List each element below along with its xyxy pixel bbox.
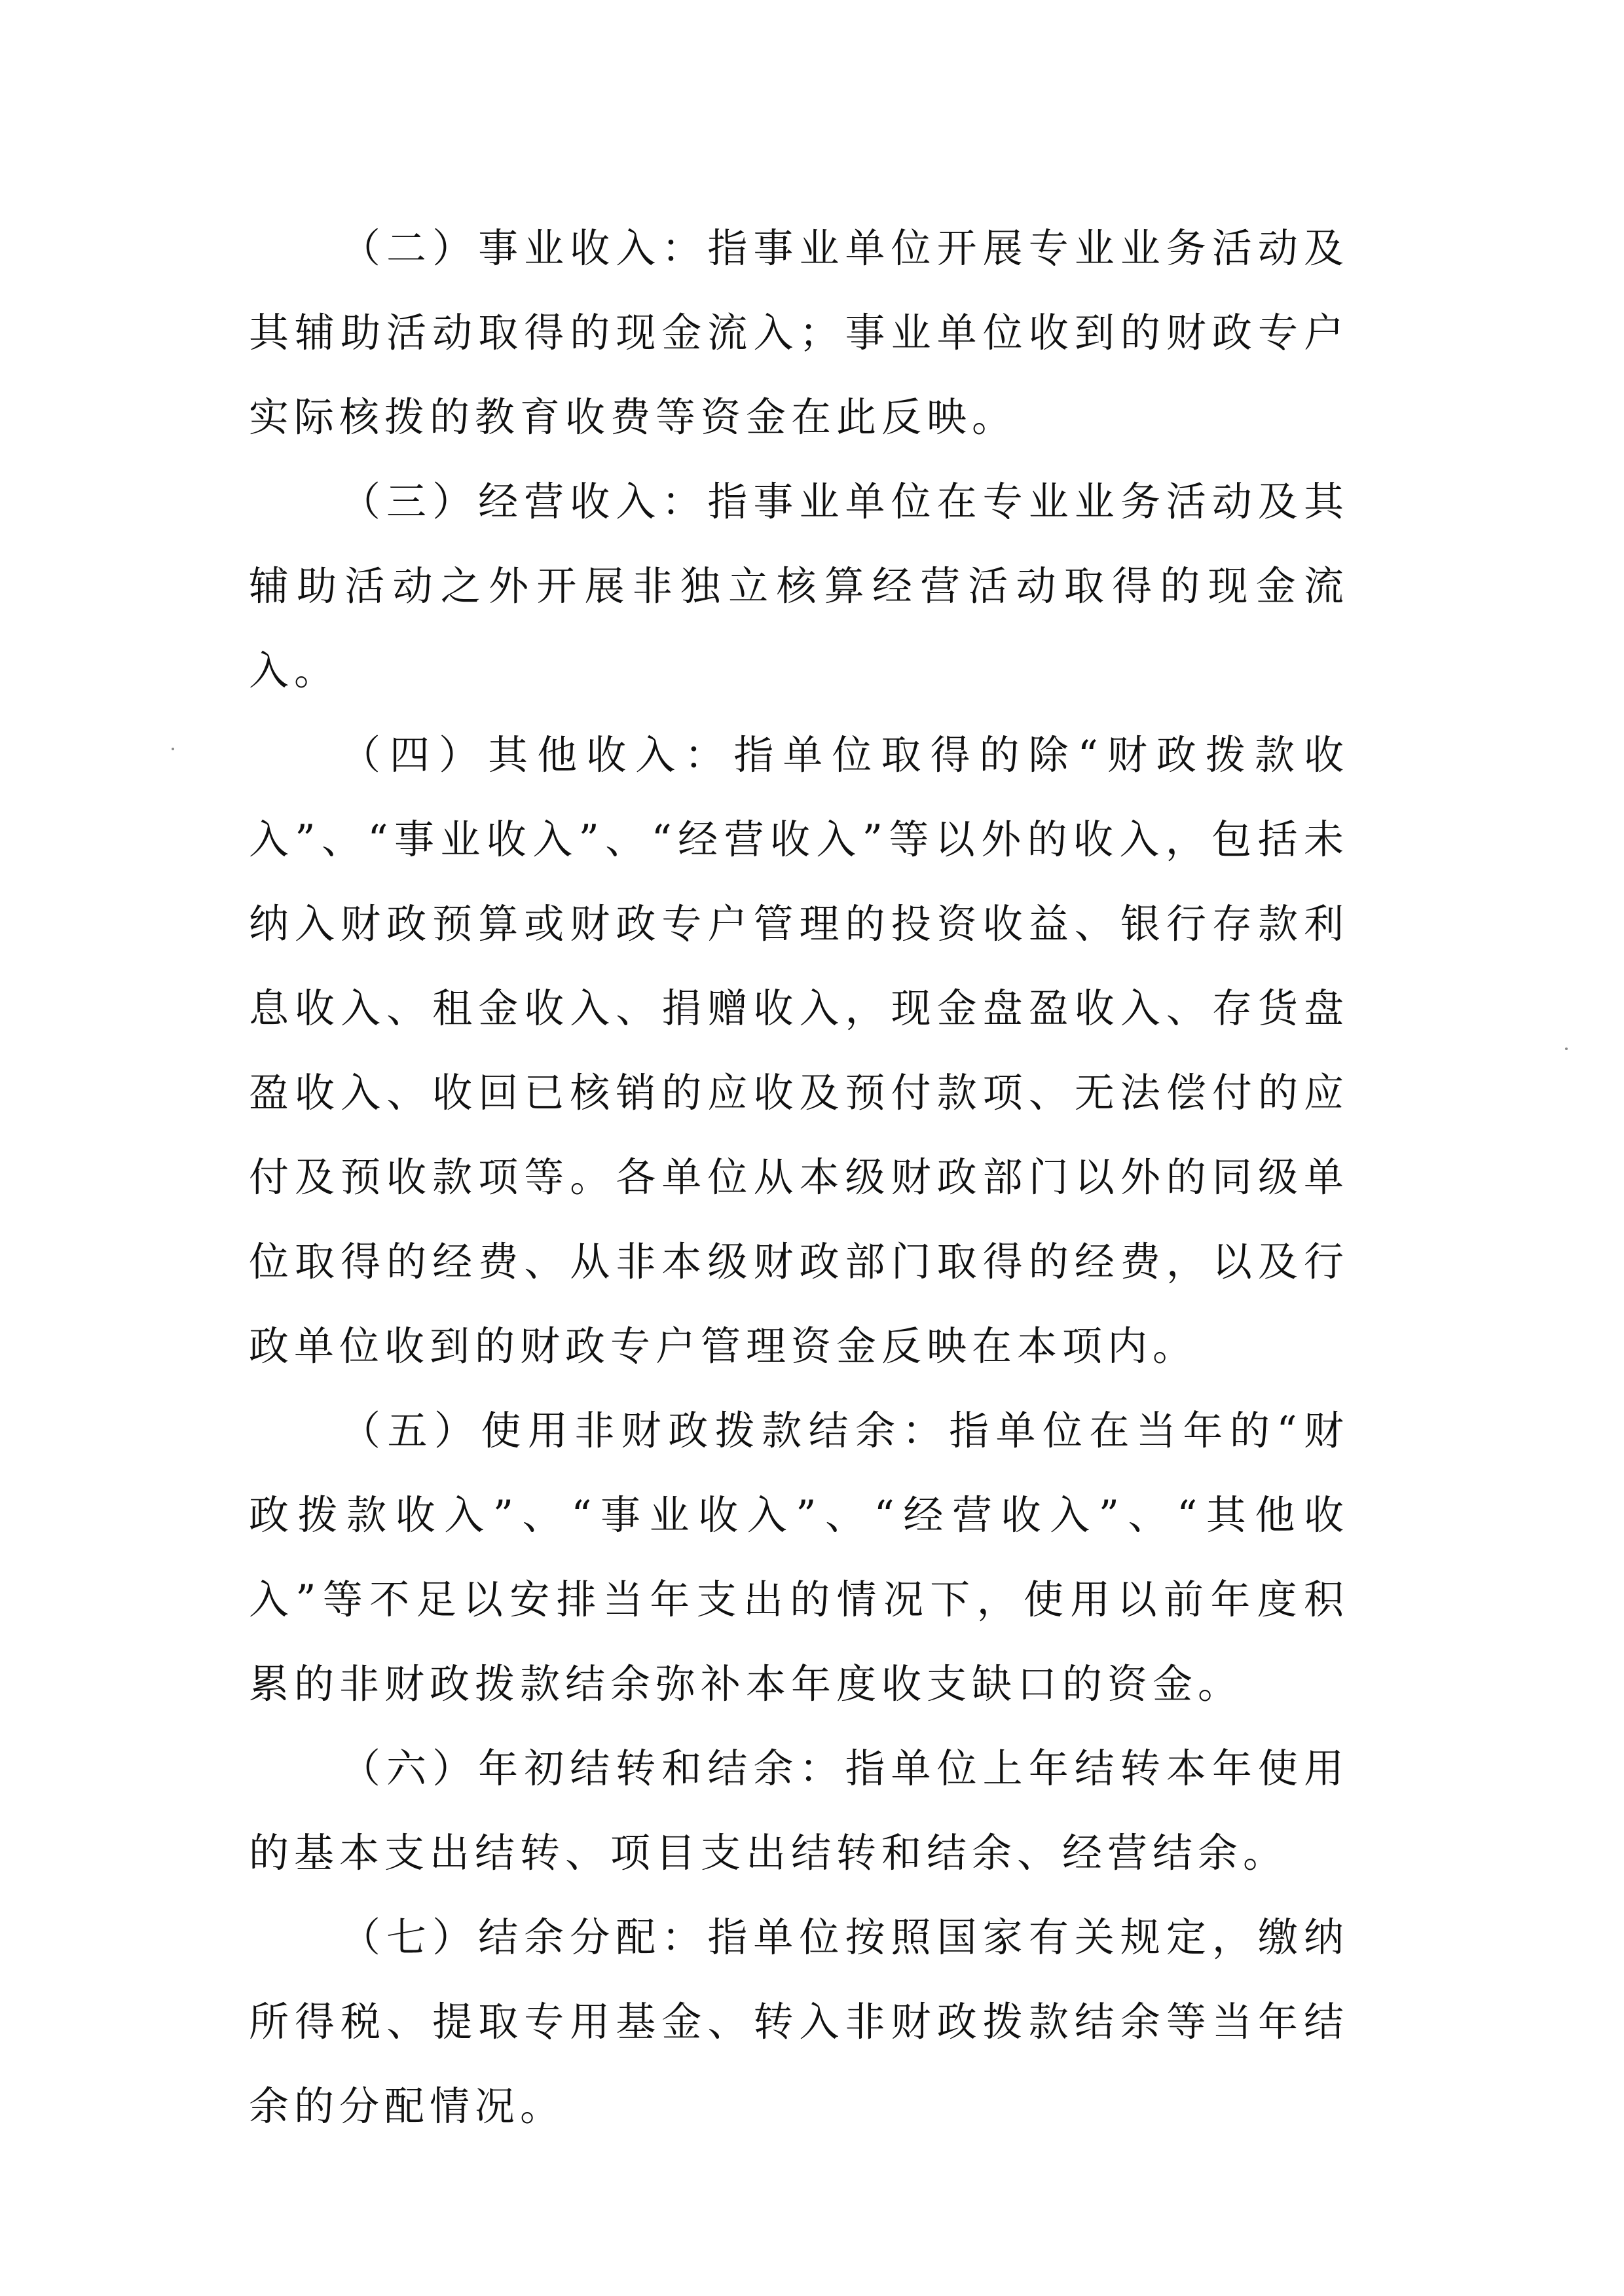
paragraph-other-income: [249, 713, 1349, 1389]
paragraph-carryover-surplus: [249, 1726, 1349, 1895]
paragraph-text: 经营收入：指事业单位在专业业务活动及其辅助活动之外开展非独立核算经营活动取得的现金流入。: [249, 479, 1349, 694]
item-marker: （二）: [341, 225, 479, 272]
item-marker: （四）: [341, 732, 489, 778]
paragraph-text: 事业收入：指事业单位开展专业业务活动及其辅助活动取得的现金流入；事业单位收到的财政专户实际核拨的教育收费等资金在此反映。: [249, 225, 1349, 441]
paragraph-operating-income: [249, 460, 1349, 713]
paragraph-text: 使用非财政拨款结余：指单位在当年的“财政拨款收入”、“事业收入”、“经营收入”、“其他收入”等不足以安排当年支出的情况下，使用以前年度积累的非财政拨款结余弥补本年度收支缺口的资金。: [249, 1408, 1349, 1707]
paragraph-non-fiscal-surplus: [249, 1389, 1349, 1726]
paragraph-text: 年初结转和结余：指单位上年结转本年使用的基本支出结转、项目支出结转和结余、经营结余。: [249, 1745, 1349, 1876]
scan-speck: [172, 748, 174, 750]
item-marker: （六）: [341, 1745, 479, 1792]
paragraph-business-income: [249, 206, 1349, 460]
document-body: [249, 206, 1349, 2149]
paragraph-surplus-distribution: [249, 1895, 1349, 2149]
paragraph-text: 其他收入：指单位取得的除“财政拨款收入”、“事业收入”、“经营收入”等以外的收入，包括未纳入财政预算或财政专户管理的投资收益、银行存款利息收入、租金收入、捐赠收入，现金盘盈收入、存货盘盈收入、收回已核销的应收及预付款项、无法偿付的应付及预收款项等。各单位从本级财政部门以外的同级单位取得的经费、从非本级财政部门取得的经费，以及行政单位收到的财政专户管理资金反映在本项内。: [249, 732, 1349, 1370]
paragraph-text: 结余分配：指单位按照国家有关规定，缴纳所得税、提取专用基金、转入非财政拨款结余等当年结余的分配情况。: [249, 1914, 1349, 2130]
item-marker: （五）: [341, 1408, 481, 1454]
item-marker: （七）: [341, 1914, 479, 1961]
scan-speck: [1565, 1048, 1568, 1050]
item-marker: （三）: [341, 479, 479, 525]
